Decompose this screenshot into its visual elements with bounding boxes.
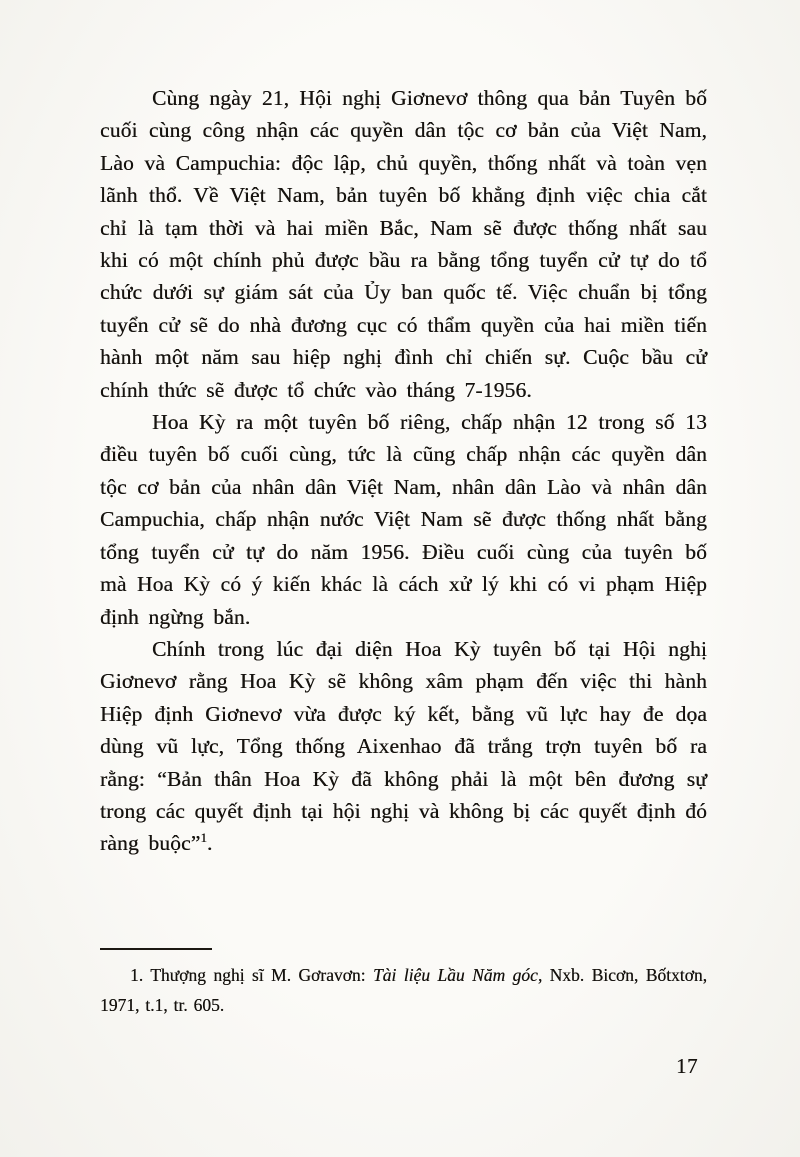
footnote-text bbox=[100, 960, 707, 1020]
footnote-reference: 1 bbox=[200, 830, 207, 846]
page-number: 17 bbox=[676, 1054, 698, 1078]
paragraph bbox=[100, 633, 707, 860]
paragraph: Hoa Kỳ ra một tuyên bố riêng, chấp nhận 12 trong số 13 điều tuyên bố cuối cùng, tức là cũng chấp nhận các quyền dân tộc cơ bản của nhân dân Việt Nam, nhân dân Lào và nhân dân Campuchia, chấp nhận nước Việt Nam sẽ được thống nhất bằng tổng tuyển cử tự do năm 1956. Điều cuối cùng của tuyên bố mà Hoa Kỳ có ý kiến khác là cách xử lý khi có vi phạm Hiệp định ngừng bắn. bbox=[100, 410, 707, 629]
footnote-section bbox=[100, 948, 707, 1020]
body-text bbox=[100, 82, 707, 860]
paragraph: Cùng ngày 21, Hội nghị Giơnevơ thông qua bản Tuyên bố cuối cùng công nhận các quyền dân tộc cơ bản của Việt Nam, Lào và Campuchia: độc lập, chủ quyền, thống nhất và toàn vẹn lãnh thổ. Về Việt Nam, bản tuyên bố khẳng định việc chia cắt chỉ là tạm thời và hai miền Bắc, Nam sẽ được thống nhất sau khi có một chính phủ được bầu ra bằng tổng tuyển cử tự do tổ chức dưới sự giám sát của Ủy ban quốc tế. Việc chuẩn bị tổng tuyển cử sẽ do nhà đương cục có thẩm quyền của hai miền tiến hành một năm sau hiệp nghị đình chỉ chiến sự. Cuộc bầu cử chính thức sẽ được tổ chức vào tháng 7-1956. bbox=[100, 86, 707, 402]
footnote-divider bbox=[100, 948, 212, 950]
footnote-cited-title: Tài liệu Lầu Năm góc, bbox=[372, 965, 543, 985]
sentence-terminator: . bbox=[206, 831, 213, 856]
footnote-citation-start: 1. Thượng nghị sĩ M. Gơravơn: bbox=[130, 965, 373, 985]
footnote-citation-end: Nxb. Bicơn, Bốtxtơn, 1971, t.1, tr. 605. bbox=[100, 965, 707, 1015]
paragraph-text: Chính trong lúc đại diện Hoa Kỳ tuyên bố tại Hội nghị Giơnevơ rằng Hoa Kỳ sẽ không xâm phạm đến việc thi hành Hiệp định Giơnevơ vừa được ký kết, bằng vũ lực hay đe dọa dùng vũ lực, Tổng thống Aixenhao đã trắng trợn tuyên bố ra rằng: “Bản thân Hoa Kỳ đã không phải là một bên đương sự trong các quyết định tại hội nghị và không bị các quyết định đó ràng buộc” bbox=[100, 636, 707, 856]
